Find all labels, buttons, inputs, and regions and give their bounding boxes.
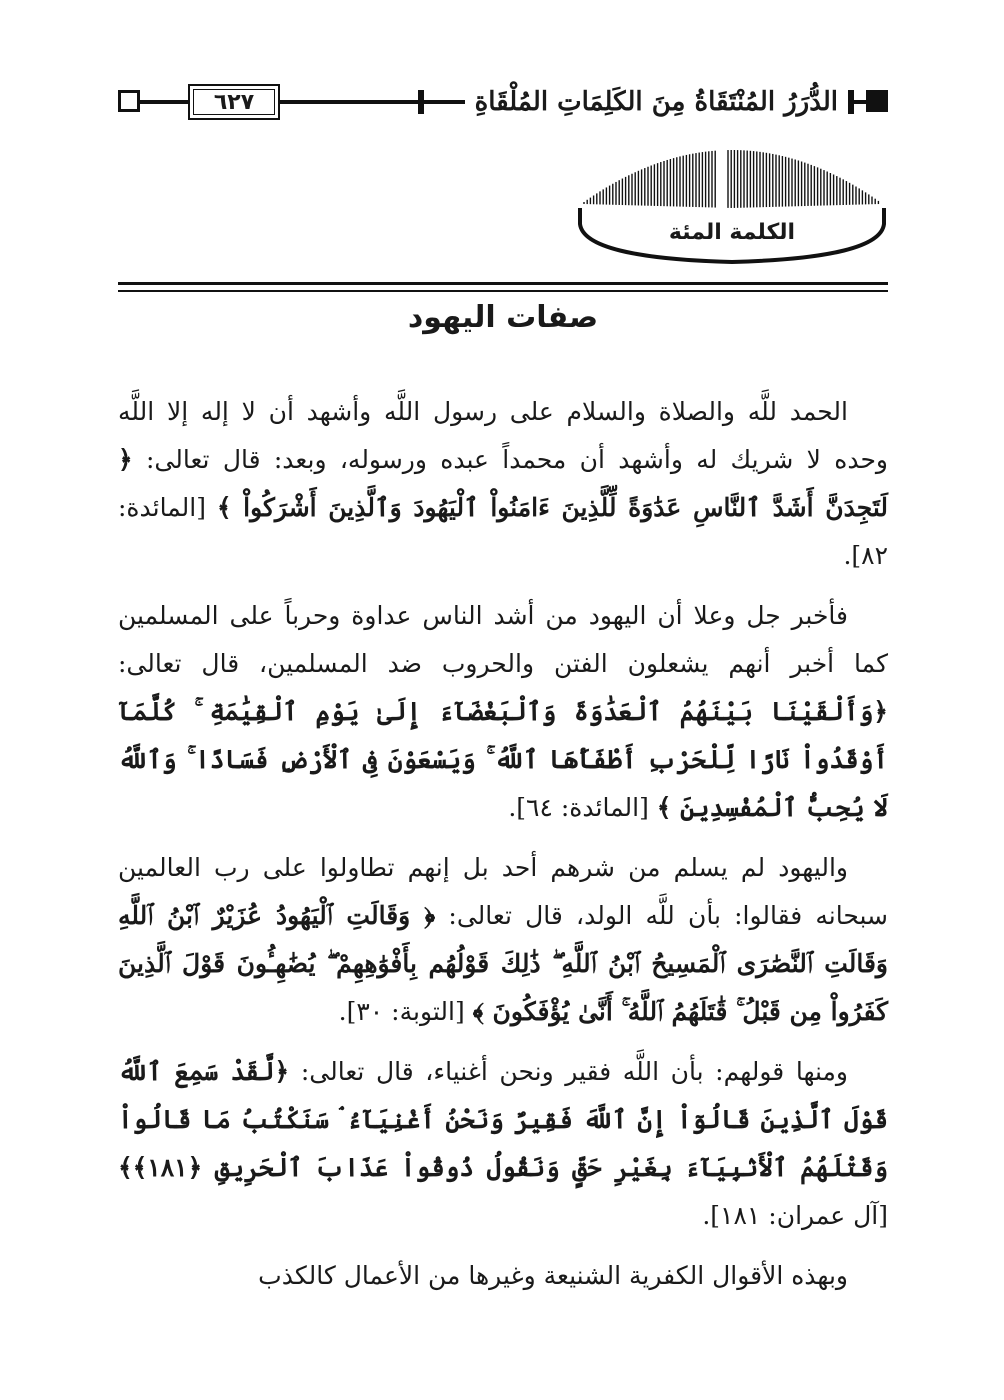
header-square-right bbox=[866, 90, 888, 112]
paragraph bbox=[118, 592, 888, 832]
running-header bbox=[118, 84, 888, 120]
page-number: ٦٢٧ bbox=[213, 89, 255, 115]
header-separator bbox=[418, 90, 424, 114]
chapter-label: الكلمة المئة bbox=[668, 220, 796, 245]
verse-reference: [آل عمران: ١٨١]. bbox=[702, 1201, 888, 1230]
paragraph-text: وبهذه الأقوال الكفرية الشنيعة وغيرها من الأعمال كالكذب bbox=[258, 1261, 848, 1290]
paragraph-text: ومنها قولهم: بأن اللَّه فقير ونحن أغنياء، قال تعالى: bbox=[289, 1057, 848, 1086]
body-text bbox=[118, 388, 888, 1312]
divider-rule bbox=[118, 282, 888, 285]
verse-reference: [المائدة: ٨٢]. bbox=[118, 493, 888, 570]
section-title: صفات اليهود bbox=[407, 300, 599, 335]
quran-verse: ﴿لَّقَدْ سَمِعَ ٱللَّهُ قَوْلَ ٱلَّذِينَ قَالُوٓاْ إِنَّ ٱللَّهَ فَقِيرٌ وَنَحْنُ أَغْنِيَآءُ ۘ سَنَكْتُبُ مَا قَالُواْ وَقَتْلَهُمُ ٱلْأَنۢبِيَآءَ بِغَيْرِ حَقٍّ وَنَقُولُ ذُوقُواْ عَذَابَ ٱلْحَرِيقِ ﴿١٨١﴾﴾ bbox=[118, 1057, 888, 1182]
verse-reference: [التوبة: ٣٠]. bbox=[338, 997, 473, 1026]
paragraph bbox=[118, 1252, 888, 1300]
quran-verse: ﴿ لَتَجِدَنَّ أَشَدَّ ٱلنَّاسِ عَدَٰوَةً لِّلَّذِينَ ءَامَنُواْ ٱلْيَهُودَ وَٱلَّذِينَ أَشْرَكُواْ ﴾ bbox=[118, 445, 888, 522]
paragraph bbox=[118, 1048, 888, 1240]
paragraph-text: فأخبر جل وعلا أن اليهود من أشد الناس عداوة وحرباً على المسلمين كما أخبر أنهم يشعلون الفتن والحروب ضد المسلمين، قال تعالى: bbox=[118, 601, 888, 678]
page-number-box bbox=[188, 84, 280, 120]
emblem-ornament bbox=[576, 148, 888, 266]
paragraph bbox=[118, 388, 888, 580]
book-title: الدُّرَرُ المُنْتَقَاةُ مِنَ الكَلِمَاتِ المُلْقَاةِ bbox=[465, 84, 848, 120]
verse-reference: [المائدة: ٦٤]. bbox=[508, 793, 657, 822]
quran-verse: ﴿وَأَلْقَيْنَا بَيْنَهُمُ ٱلْعَدَٰوَةَ وَٱلْبَغْضَآءَ إِلَىٰ يَوْمِ ٱلْقِيَٰمَةِ ۚ كُلَّمَآ أَوْقَدُواْ نَارًا لِّلْحَرْبِ أَطْفَأَهَا ٱللَّهُ ۚ وَيَسْعَوْنَ فِى ٱلْأَرْضِ فَسَادًا ۚ وَٱللَّهُ لَا يُحِبُّ ٱلْمُفْسِدِينَ ﴾ bbox=[118, 697, 888, 822]
quran-verse: ﴿ وَقَالَتِ ٱلْيَهُودُ عُزَيْرٌ ٱبْنُ ٱللَّهِ وَقَالَتِ ٱلنَّصَٰرَى ٱلْمَسِيحُ ٱبْنُ ٱللَّهِ ۖ ذَٰلِكَ قَوْلُهُم بِأَفْوَٰهِهِمْ ۖ يُضَٰهِـُٔونَ قَوْلَ ٱلَّذِينَ كَفَرُواْ مِن قَبْلُ ۚ قَٰتَلَهُمُ ٱللَّهُ ۚ أَنَّىٰ يُؤْفَكُونَ ﴾ bbox=[118, 901, 888, 1026]
paragraph-text: الحمد للَّه والصلاة والسلام على رسول اللَّه وأشهد أن لا إله إلا اللَّه وحده لا شريك له وأشهد أن محمداً عبده ورسوله، وبعد: قال تعالى: bbox=[118, 397, 888, 474]
chapter-emblem bbox=[576, 148, 888, 266]
divider-rule bbox=[118, 290, 888, 292]
header-separator bbox=[848, 90, 854, 114]
header-square-left bbox=[118, 90, 140, 112]
paragraph-text: واليهود لم يسلم من شرهم أحد بل إنهم تطاولوا على رب العالمين سبحانه فقالوا: بأن للَّه الولد، قال تعالى: bbox=[118, 853, 888, 930]
paragraph bbox=[118, 844, 888, 1036]
